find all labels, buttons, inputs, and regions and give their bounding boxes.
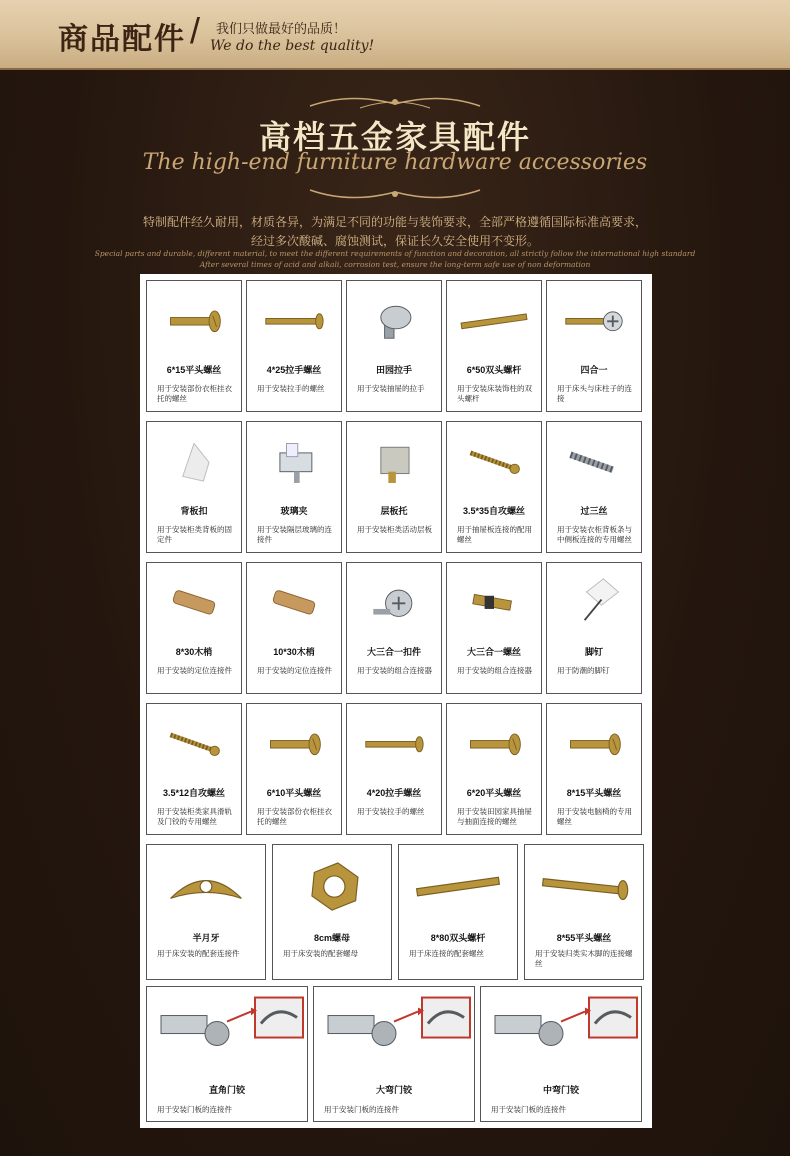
product-name: 大三合一螺丝 bbox=[466, 647, 521, 657]
product-desc: 用于床安装的配套连接件 bbox=[157, 949, 240, 958]
flat-head-screw-icon bbox=[247, 704, 341, 785]
product-desc: 用于安装床装饰柱的双头螺杆 bbox=[457, 384, 532, 403]
product-card bbox=[546, 562, 642, 694]
product-desc: 用于安装门板的连接件 bbox=[157, 1105, 232, 1114]
foot-nail-icon bbox=[547, 563, 641, 644]
product-desc: 用于安装的定位连接件 bbox=[257, 666, 332, 675]
product-card bbox=[146, 280, 242, 412]
product-name: 田园拉手 bbox=[375, 365, 412, 375]
product-card bbox=[346, 562, 442, 694]
product-card bbox=[146, 562, 242, 694]
hero-desc-2: 经过多次酸碱、腐蚀测试，保证长久安全使用不变形。 bbox=[250, 234, 539, 248]
product-card bbox=[446, 280, 542, 412]
cam-lock-icon bbox=[347, 563, 441, 644]
product-card bbox=[313, 986, 475, 1122]
wood-dowel-icon bbox=[147, 563, 241, 644]
product-desc: 用于安装的组合连接器 bbox=[457, 666, 532, 675]
product-desc: 用于安装部份衣柜挂衣托的螺丝 bbox=[157, 384, 232, 403]
product-card bbox=[546, 421, 642, 553]
product-card bbox=[446, 562, 542, 694]
four-in-one-connector-icon bbox=[547, 281, 641, 362]
product-name: 6*20平头螺丝 bbox=[466, 788, 522, 798]
product-name: 玻璃夹 bbox=[280, 506, 308, 516]
product-name: 8*15平头螺丝 bbox=[566, 788, 622, 798]
handle-screw-icon bbox=[247, 281, 341, 362]
product-name: 8cm螺母 bbox=[313, 933, 350, 943]
long-screw-icon bbox=[525, 845, 643, 928]
product-desc: 用于抽屉板连接的配用螺丝 bbox=[457, 525, 532, 544]
product-desc: 用于安装拉手的螺丝 bbox=[357, 807, 425, 816]
shelf-support-icon bbox=[347, 422, 441, 503]
knob-handle-icon bbox=[347, 281, 441, 362]
product-desc: 用于安装拉手的螺丝 bbox=[257, 384, 325, 393]
product-name: 4*25拉手螺丝 bbox=[266, 365, 322, 375]
product-card bbox=[346, 421, 442, 553]
double-end-rod-icon bbox=[447, 281, 541, 362]
header-slash: / bbox=[190, 10, 201, 51]
hero-title: 高档五金家具配件 bbox=[258, 119, 531, 155]
hero-desc-1: 特制配件经久耐用，材质各异，为满足不同的功能与装饰要求，全部严格遵循国际标准高要求， bbox=[142, 215, 647, 229]
product-card bbox=[246, 421, 342, 553]
product-name: 四合一 bbox=[580, 365, 608, 375]
product-desc: 用于床安装的配套螺母 bbox=[283, 949, 358, 958]
product-card bbox=[246, 280, 342, 412]
handle-screw-icon bbox=[347, 704, 441, 785]
self-tapping-screw-icon bbox=[447, 422, 541, 503]
product-card bbox=[246, 562, 342, 694]
flat-head-screw-icon bbox=[147, 281, 241, 362]
product-name: 3.5*35自攻螺丝 bbox=[462, 506, 526, 516]
product-card bbox=[480, 986, 642, 1122]
product-card bbox=[524, 844, 644, 980]
hero-desc-en-2: After several times of acid and alkali, corrosion test, ensure the long-term safe use of non deformation bbox=[199, 260, 591, 269]
self-tapping-screw-icon bbox=[147, 704, 241, 785]
wood-dowel-icon bbox=[247, 563, 341, 644]
product-desc: 用于安装衣柜背板条与中侧板连接的专用螺丝 bbox=[557, 525, 632, 544]
product-name: 直角门铰 bbox=[208, 1085, 245, 1095]
header-bar bbox=[0, 0, 790, 70]
product-name: 大弯门铰 bbox=[375, 1085, 412, 1095]
product-desc: 用于安装归类实木脚的连接螺丝 bbox=[535, 949, 633, 968]
product-desc: 用于防潮的脚钉 bbox=[557, 666, 610, 675]
hero-desc-en-1: Special parts and durable, different material, to meet the different requirements of function and decoration, all strictly follow the international high standard bbox=[94, 249, 696, 258]
product-name: 中弯门铰 bbox=[542, 1085, 579, 1095]
product-desc: 用于安装隔层玻璃的连接件 bbox=[257, 525, 332, 544]
product-name: 8*80双头螺杆 bbox=[430, 933, 486, 943]
cam-bolt-icon bbox=[447, 563, 541, 644]
product-name: 脚钉 bbox=[584, 647, 603, 657]
product-name: 4*20拉手螺丝 bbox=[366, 788, 422, 798]
hinge-icon bbox=[147, 987, 307, 1070]
product-desc: 用于安装田园家具抽屉与抽面连接的螺丝 bbox=[457, 807, 532, 826]
product-desc: 用于安装门板的连接件 bbox=[491, 1105, 566, 1114]
product-name: 过三丝 bbox=[580, 506, 608, 516]
half-moon-nut-icon bbox=[147, 845, 265, 928]
glass-clamp-icon bbox=[247, 422, 341, 503]
product-desc: 用于安装门板的连接件 bbox=[324, 1105, 399, 1114]
product-card bbox=[146, 421, 242, 553]
bottom-ornament-icon bbox=[300, 184, 490, 204]
hinge-icon bbox=[314, 987, 474, 1070]
expansion-screw-icon bbox=[547, 422, 641, 503]
product-name: 6*50双头螺杆 bbox=[466, 365, 522, 375]
header-tagline-cn: 我们只做最好的品质！ bbox=[216, 21, 347, 36]
product-name: 10*30木梢 bbox=[273, 647, 315, 657]
header-title: 商品配件 bbox=[58, 22, 186, 57]
product-name: 6*15平头螺丝 bbox=[166, 365, 222, 375]
product-desc: 用于安装电脑椅的专用螺丝 bbox=[557, 807, 632, 826]
product-card bbox=[346, 703, 442, 835]
product-desc: 用于安装的组合连接器 bbox=[357, 666, 432, 675]
product-desc: 用于安装抽屉的拉手 bbox=[357, 384, 425, 393]
product-card bbox=[398, 844, 518, 980]
product-name: 背板扣 bbox=[180, 506, 208, 516]
product-card bbox=[446, 421, 542, 553]
product-card bbox=[146, 703, 242, 835]
top-ornament-icon bbox=[300, 92, 490, 112]
product-card bbox=[346, 280, 442, 412]
back-panel-clip-icon bbox=[147, 422, 241, 503]
product-panel bbox=[140, 274, 652, 1128]
product-desc: 用于安装柜类背板的固定件 bbox=[157, 525, 232, 544]
product-name: 3.5*12自攻螺丝 bbox=[162, 788, 226, 798]
product-card bbox=[446, 703, 542, 835]
product-card bbox=[546, 280, 642, 412]
product-desc: 用于安装柜类家具滑轨及门铰的专用螺丝 bbox=[157, 807, 232, 826]
product-card bbox=[146, 986, 308, 1122]
product-name: 8*55平头螺丝 bbox=[556, 933, 612, 943]
hero-subtitle: The high-end furniture hardware accessories bbox=[142, 150, 648, 175]
hex-nut-icon bbox=[273, 845, 391, 928]
product-card bbox=[546, 703, 642, 835]
product-desc: 用于床头与床柱子的连接 bbox=[557, 384, 632, 403]
product-desc: 用于安装的定位连接件 bbox=[157, 666, 232, 675]
product-name: 8*30木梢 bbox=[175, 647, 213, 657]
product-card bbox=[146, 844, 266, 980]
product-desc: 用于床连接的配套螺丝 bbox=[409, 949, 484, 958]
product-name: 层板托 bbox=[380, 506, 408, 516]
header-tagline-en: We do the best quality! bbox=[210, 38, 375, 54]
product-card bbox=[272, 844, 392, 980]
product-card bbox=[246, 703, 342, 835]
product-desc: 用于安装柜类活动层板 bbox=[357, 525, 432, 534]
double-end-rod-icon bbox=[399, 845, 517, 928]
flat-head-screw-icon bbox=[547, 704, 641, 785]
product-name: 6*10平头螺丝 bbox=[266, 788, 322, 798]
product-name: 大三合一扣件 bbox=[366, 647, 421, 657]
hinge-icon bbox=[481, 987, 641, 1070]
product-name: 半月牙 bbox=[192, 933, 220, 943]
flat-head-screw-icon bbox=[447, 704, 541, 785]
product-desc: 用于安装部份衣柜挂衣托的螺丝 bbox=[257, 807, 332, 826]
